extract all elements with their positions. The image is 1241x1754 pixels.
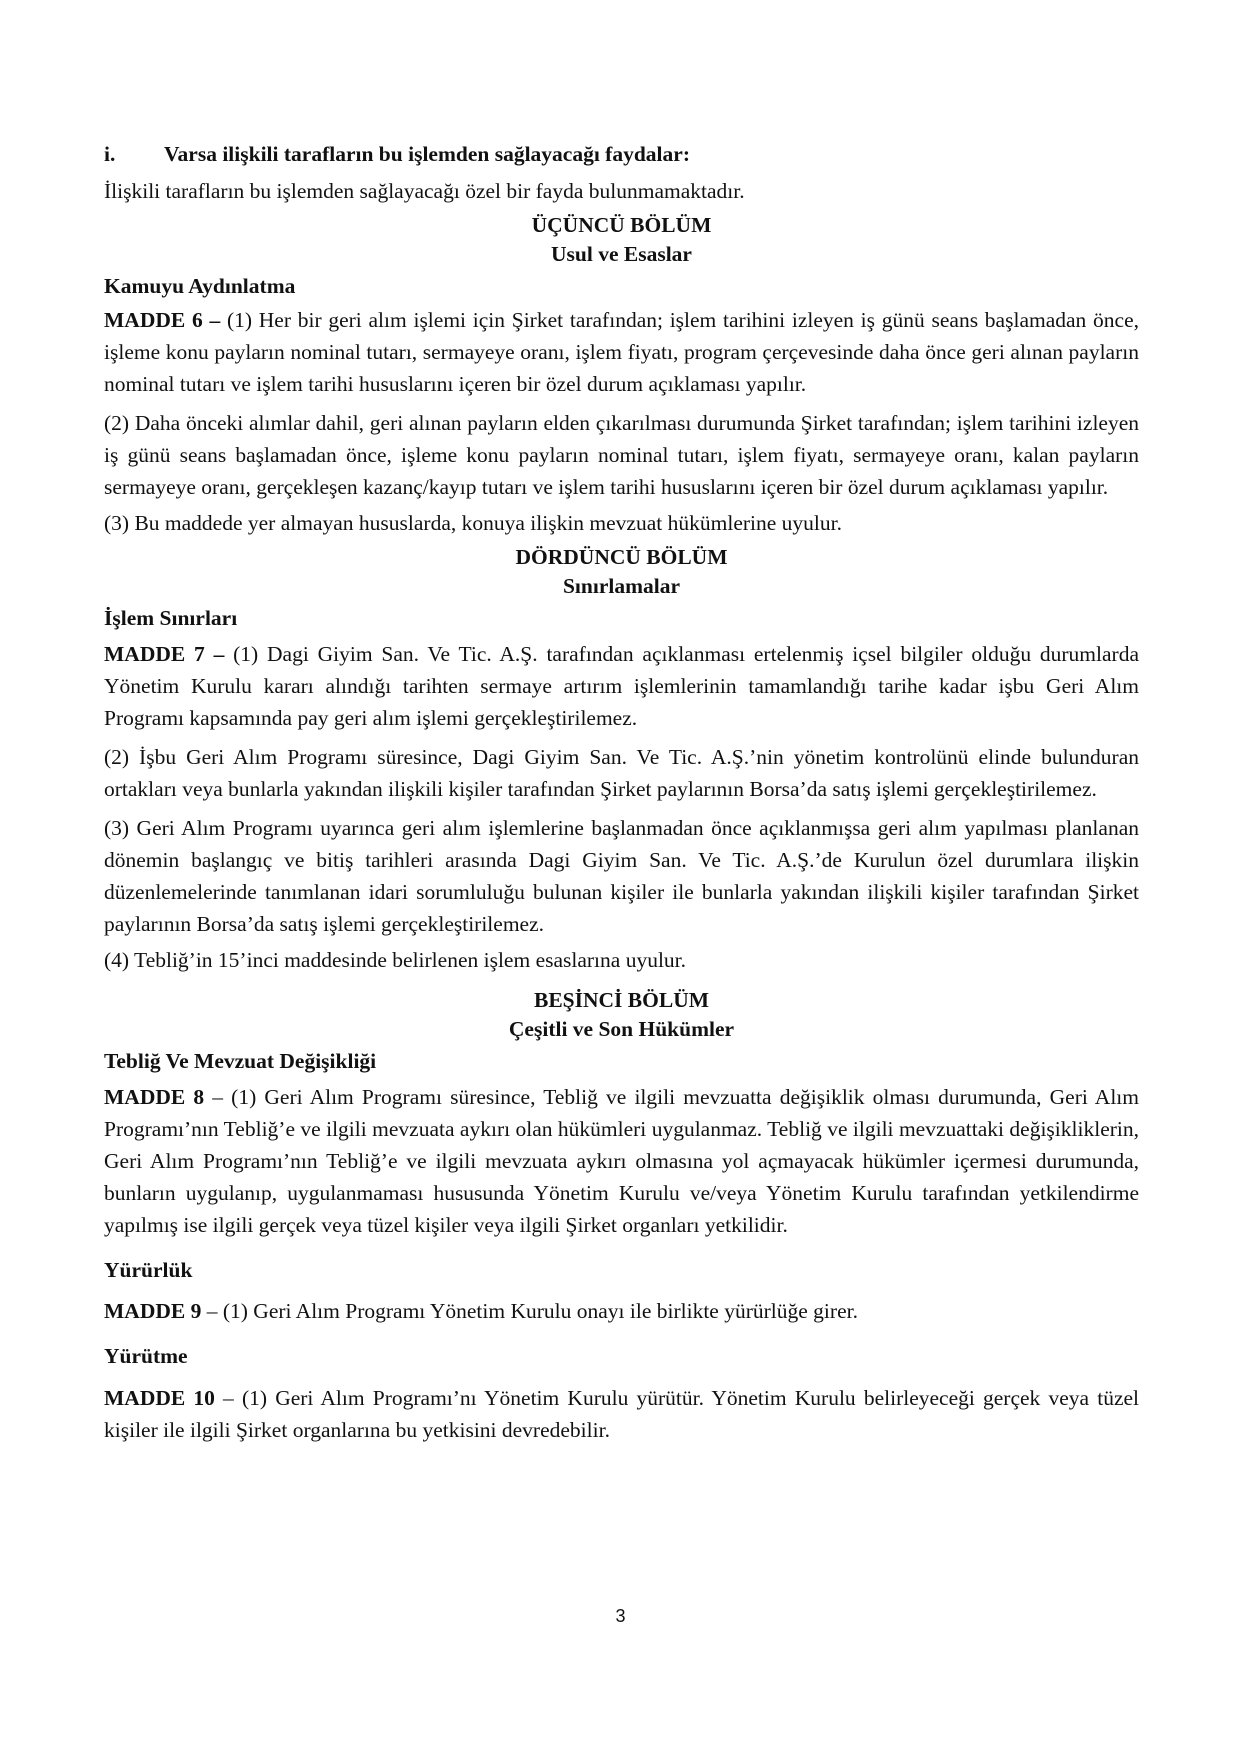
section-i-number: i.: [104, 142, 116, 166]
teblig-mevzuat-title: Tebliğ Ve Mevzuat Değişikliği: [104, 1049, 377, 1073]
madde-6-label: MADDE 6 –: [104, 308, 221, 332]
madde-7-paragraph-4: (4) Tebliğ’in 15’inci maddesinde belirlenen işlem esaslarına uyulur.: [104, 948, 687, 972]
madde-7-paragraph-3: (3) Geri Alım Programı uyarınca geri alım işlemlerine başlanmadan önce açıklanmışsa geri alım yapılması planlanan dönemin başlangıç ve bitiş tarihleri arasında Dagi Giyim San. Ve Tic. A.Ş.’de Kurulun özel durumlara ilişkin düzenlemelerinde tanımlanan idari sorumluluğu bulunan kişiler ile bunlarla yakından ilişkili kişiler tarafından Şirket paylarının Borsa’da satış işlemi gerçekleştirilemez.: [104, 816, 1139, 936]
madde-8-paragraph: [104, 1081, 1139, 1241]
madde-7-label: MADDE 7 –: [104, 642, 225, 666]
madde-10-paragraph: [104, 1382, 1139, 1446]
section-i-text: İlişkili tarafların bu işlemden sağlayacağı özel bir fayda bulunmamaktadır.: [104, 179, 745, 203]
madde-9-label: MADDE 9: [104, 1299, 202, 1323]
madde-8-label: MADDE 8: [104, 1085, 205, 1109]
yurutme-title: Yürütme: [104, 1344, 188, 1368]
madde-6-paragraph-1: [104, 304, 1139, 400]
part3-subtitle: Usul ve Esaslar: [551, 242, 692, 266]
part5-title: BEŞİNCİ BÖLÜM: [533, 988, 710, 1012]
section-i-title: Varsa ilişkili tarafların bu işlemden sağlayacağı faydalar:: [164, 142, 690, 166]
part3-title: ÜÇÜNCÜ BÖLÜM: [531, 213, 712, 237]
madde-7-paragraph-2: (2) İşbu Geri Alım Programı süresince, Dagi Giyim San. Ve Tic. A.Ş.’nin yönetim kontrolünü elinde bulunduran ortakları veya bunlarla yakından ilişkili kişiler tarafından Şirket paylarının Borsa’da satış işlemi gerçekleştirilemez.: [104, 745, 1139, 801]
page-number: 3: [615, 1606, 626, 1626]
madde-6-text: (1) Her bir geri alım işlemi için Şirket tarafından; işlem tarihini izleyen iş günü seans başlamadan önce, işleme konu payların nominal tutarı, sermayeye oranı, işlem fiyatı, program çerçevesinde daha önce geri alınan payların nominal tutarı ve işlem tarihi hususlarını içeren bir özel durum açıklaması yapılır.: [104, 308, 1139, 396]
section-i-heading: [104, 138, 1139, 170]
yururluk-title: Yürürlük: [104, 1258, 193, 1282]
document-page: [104, 138, 1139, 1446]
madde-10-text: – (1) Geri Alım Programı’nı Yönetim Kurulu yürütür. Yönetim Kurulu belirleyeceği gerçek veya tüzel kişiler ile ilgili Şirket organlarına bu yetkisini devredebilir.: [104, 1386, 1139, 1442]
part4-subtitle: Sınırlamalar: [562, 574, 681, 598]
madde-8-text: – (1) Geri Alım Programı süresince, Tebliğ ve ilgili mevzuatta değişiklik olması durumunda, Geri Alım Programı’nın Tebliğ’e ve ilgili mevzuata aykırı olan hükümleri uygulanmaz. Tebliğ ve ilgili mevzuattaki değişikliklerin, Geri Alım Programı’nın Tebliğ’e ve ilgili mevzuata aykırı olmasına yol açmayacak hükümler içermesi durumunda, bunların uygulanıp, uygulanmaması hususunda Yönetim Kurulu ve/veya Yönetim Kurulu tarafından yetkilendirme yapılmış ise ilgili gerçek veya tüzel kişiler veya ilgili Şirket organları yetkilidir.: [104, 1085, 1139, 1237]
madde-6-paragraph-3: (3) Bu maddede yer almayan hususlarda, konuya ilişkin mevzuat hükümlerine uyulur.: [104, 511, 842, 535]
madde-6-paragraph-2: (2) Daha önceki alımlar dahil, geri alınan payların elden çıkarılması durumunda Şirket tarafından; işlem tarihini izleyen iş günü seans başlamadan önce, işleme konu payların nominal tutarı, işlem fiyatı, sermayeye oranı, kalan payların sermayeye oranı, gerçekleşen kazanç/kayıp tutarı ve işlem tarihi hususlarını içeren bir özel durum açıklaması yapılır.: [104, 411, 1139, 499]
madde-9-text: – (1) Geri Alım Programı Yönetim Kurulu onayı ile birlikte yürürlüğe girer.: [201, 1299, 858, 1323]
madde-7-text: (1) Dagi Giyim San. Ve Tic. A.Ş. tarafından açıklanması ertelenmiş içsel bilgiler olduğu durumlarda Yönetim Kurulu kararı alındığı tarihten sermaye artırım işlemlerinin tamamlandığı tarihe kadar işbu Geri Alım Programı kapsamında pay geri alım işlemi gerçekleştirilemez.: [104, 642, 1139, 730]
part5-subtitle: Çeşitli ve Son Hükümler: [508, 1017, 735, 1041]
madde-9-paragraph: [104, 1295, 1139, 1327]
kamuyu-aydinlatma-title: Kamuyu Aydınlatma: [104, 274, 296, 298]
part4-title: DÖRDÜNCÜ BÖLÜM: [515, 545, 728, 569]
islem-sinirlari-title: İşlem Sınırları: [104, 606, 238, 630]
madde-7-paragraph-1: [104, 638, 1139, 734]
madde-10-label: MADDE 10: [104, 1386, 215, 1410]
